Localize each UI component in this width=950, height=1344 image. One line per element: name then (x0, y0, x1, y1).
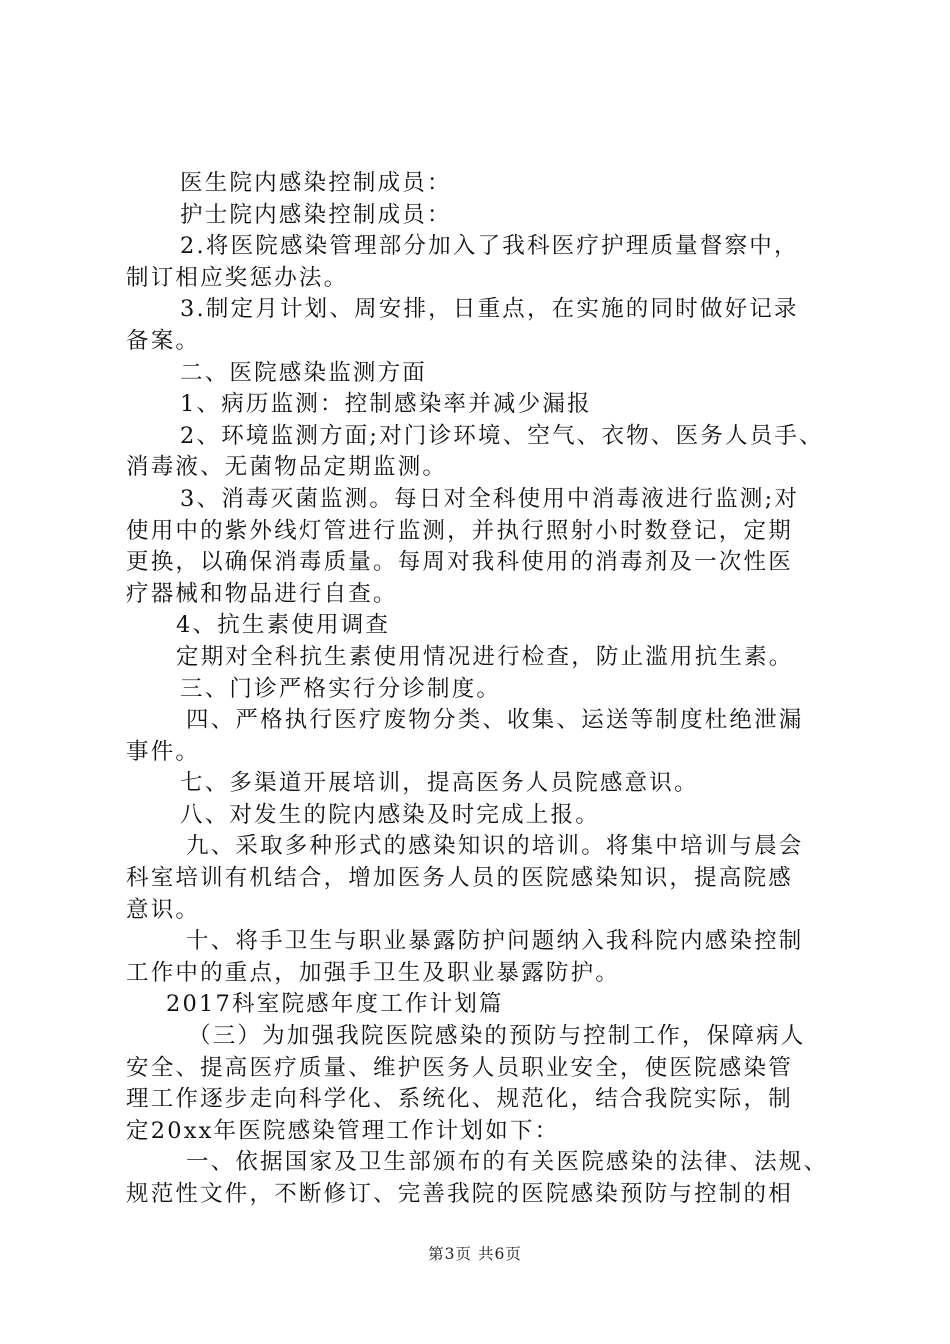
text-line: 七、多渠道开展培训，提高医务人员院感意识。 (180, 770, 699, 797)
text-line: 规范性文件，不断修订、完善我院的医院感染预防与控制的相 (126, 1181, 793, 1207)
text-line: 意识。 (126, 896, 201, 923)
text-line: 使用中的紫外线灯管进行监测，并执行照射小时数登记，定期 (126, 517, 793, 544)
text-line: 2017科室院感年度工作计划篇 (166, 991, 504, 1018)
text-line: 三、门诊严格实行分诊制度。 (180, 675, 502, 702)
document-body (126, 168, 838, 1211)
text-line: 工作中的重点，加强手卫生及职业暴露防护。 (126, 959, 621, 986)
text-line: 消毒液、无菌物品定期监测。 (126, 454, 448, 481)
text-line: 2.将医院感染管理部分加入了我科医疗护理质量督察中， (180, 233, 799, 260)
text-line: 二、医院感染监测方面 (180, 359, 428, 386)
text-line: 2、环境监测方面;对门诊环境、空气、衣物、医务人员手、 (180, 422, 824, 449)
text-line: 4、抗生素使用调查 (176, 612, 391, 639)
text-line: 备案。 (126, 327, 201, 354)
text-line: 更换，以确保消毒质量。每周对我科使用的消毒剂及一次性医 (126, 549, 793, 576)
text-line: 一、依据国家及卫生部颁布的有关医院感染的法律、法规、 (186, 1149, 829, 1176)
text-line: 九、采取多种形式的感染知识的培训。将集中培训与晨会 (186, 833, 804, 860)
text-line: 四、严格执行医疗废物分类、收集、运送等制度杜绝泄漏 (186, 707, 804, 734)
text-line: （三）为加强我院医院感染的预防与控制工作，保障病人 (188, 1023, 806, 1050)
text-line: 医生院内感染控制成员： (180, 170, 452, 196)
text-line: 1、病历监测：控制感染率并减少漏报 (180, 391, 592, 418)
text-line: 护士院内感染控制成员： (180, 201, 452, 228)
text-line: 3.制定月计划、周安排，日重点，在实施的同时做好记录 (180, 296, 799, 323)
text-line: 3、消毒灭菌监测。每日对全科使用中消毒液进行监测;对 (180, 485, 800, 512)
text-line: 理工作逐步走向科学化、系统化、规范化，结合我院实际，制 (126, 1086, 793, 1113)
text-line: 定期对全科抗生素使用情况进行检查，防止滥用抗生素。 (176, 643, 794, 670)
text-line: 疗器械和物品进行自查。 (126, 580, 398, 607)
text-line: 制订相应奖惩办法。 (126, 264, 349, 291)
text-line: 十、将手卫生与职业暴露防护问题纳入我科院内感染控制 (186, 928, 804, 955)
text-line: 科室培训有机结合，增加医务人员的医院感染知识，提高院感 (126, 865, 793, 892)
text-line: 八、对发生的院内感染及时完成上报。 (180, 801, 600, 828)
text-line: 安全、提高医疗质量、维护医务人员职业安全，使医院感染管 (126, 1054, 793, 1081)
page-number-footer: 第3页 共6页 (428, 1245, 522, 1263)
text-line: 事件。 (126, 738, 201, 765)
text-line: 定20xx年医院感染管理工作计划如下： (126, 1117, 560, 1144)
